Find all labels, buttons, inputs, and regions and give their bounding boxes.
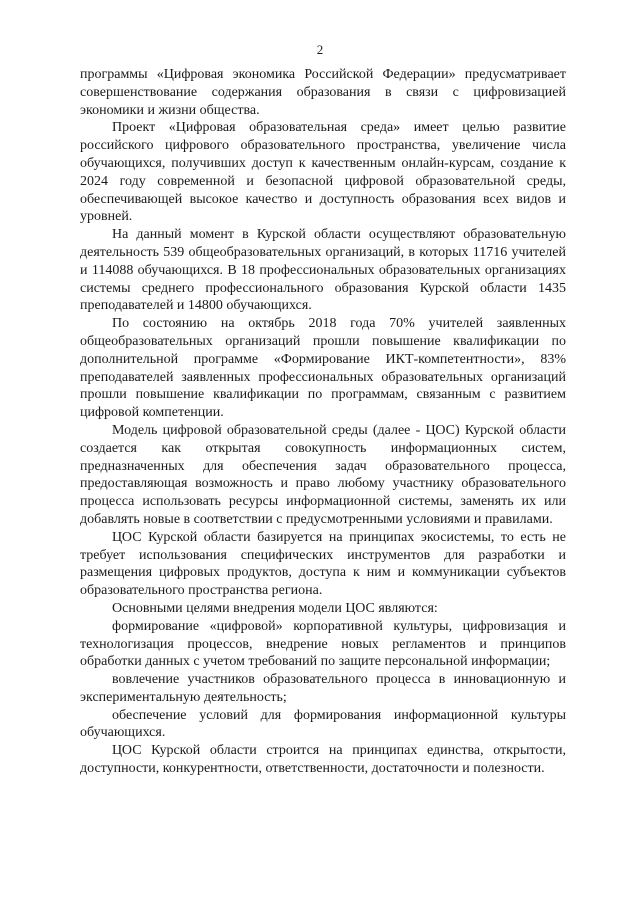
paragraph-goals-heading: Основными целями внедрения модели ЦОС являются: bbox=[112, 600, 438, 616]
paragraph-digital-environment-project: Проект «Цифровая образовательная среда» имеет целью развитие российского цифрового образовательного пространства, увеличение числа обучающихся, получивших доступ к качественным онлайн-курсам, создание к 2024 году современной и безопасной цифровой образовательной среды, обеспечивающей высокое качество и доступность образования всех видов и уровней. bbox=[80, 120, 566, 225]
paragraph-ecosystem-principles: ЦОС Курской области базируется на принципах экосистемы, то есть не требует использования специфических инструментов для разработки и размещения цифровых продуктов, доступа к ним и коммуникации субъектов образовательного пространства региона. bbox=[80, 529, 566, 599]
page-number: 2 bbox=[316, 42, 324, 57]
paragraph-cos-model: Модель цифровой образовательной среды (далее - ЦОС) Курской области создается как открытая совокупность информационных систем, предназначенных для обеспечения задач образовательного процесса, предоставляющая возможность и право любому участнику образовательного процесса использовать ресурсы информационной системы, заменять их или добавлять новые в соответствии с предусмотренными условиями и правилами. bbox=[80, 422, 566, 527]
paragraph-goal-culture: формирование «цифровой» корпоративной культуры, цифровизация и технологизация процессов, внедрение новых регламентов и принципов обработки данных с учетом требований по защите персональной информации; bbox=[80, 618, 566, 670]
paragraph-cos-principles: ЦОС Курской области строится на принципах единства, открытости, доступности, конкурентности, ответственности, достаточности и полезности. bbox=[80, 743, 566, 777]
paragraph-qualification-stats: По состоянию на октябрь 2018 года 70% учителей заявленных общеобразовательных организаций прошли повышение квалификации по дополнительной программе «Формирование ИКТ-компетентности», 83% преподавателей заявленных профессиональных образовательных организаций прошли повышение квалификации по программам, связанным с развитием цифровой компетенции. bbox=[80, 316, 566, 421]
paragraph-goal-information-culture: обеспечение условий для формирования информационной культуры обучающихся. bbox=[80, 707, 566, 741]
document-body bbox=[80, 66, 566, 778]
paragraph-kursk-statistics: На данный момент в Курской области осуществляют образовательную деятельность 539 общеобразовательных организаций, в которых 11716 учителей и 114088 обучающихся. В 18 профессиональных образовательных организациях системы среднего профессионального образования Курской области 1435 преподавателей и 14800 обучающихся. bbox=[80, 227, 566, 314]
paragraph-continuation: программы «Цифровая экономика Российской Федерации» предусматривает совершенствование содержания образования в связи с цифровизацией экономики и жизни общества. bbox=[80, 67, 566, 118]
paragraph-goal-innovation: вовлечение участников образовательного процесса в инновационную и экспериментальную деятельность; bbox=[80, 672, 566, 705]
